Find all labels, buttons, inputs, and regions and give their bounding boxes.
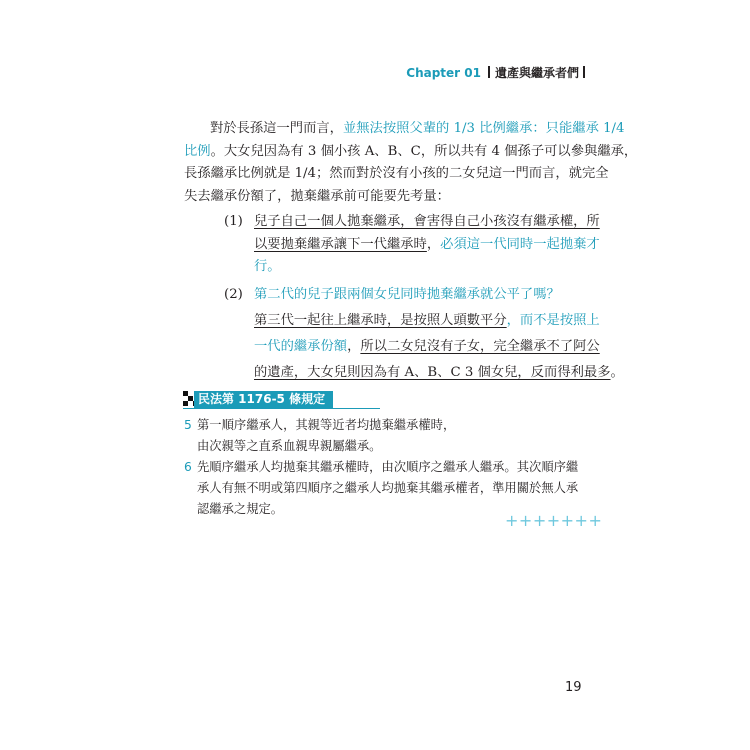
law-line: 承人有無不明或第四順序之繼承人均拋棄其繼承權者，準用關於無人承	[197, 481, 579, 495]
header-divider-end	[583, 66, 585, 78]
text-line: 長孫繼承比例就是 1/4；然而對於沒有小孩的二女兒這一門而言，就完全	[184, 166, 609, 181]
header-divider	[488, 66, 490, 78]
highlight-text: 比例	[184, 143, 211, 159]
underlined-text: 以要拋棄繼承讓下一代繼承時	[254, 236, 427, 252]
law-section-title	[183, 391, 380, 409]
highlight-text: 行。	[254, 259, 281, 274]
law-line: 第一順序繼承人，其親等近者均拋棄繼承權時，	[197, 418, 456, 432]
law-title-label: 民法第 1176-5 條規定	[194, 391, 333, 408]
law-line: 先順序繼承人均拋棄其繼承權時，由次順序之繼承人繼承。其次順序繼	[197, 460, 579, 474]
text-span: ，	[426, 236, 441, 252]
highlight-text: 第二代的兒子跟兩個女兒同時拋棄繼承就公平了嗎？	[254, 286, 560, 302]
underlined-text: 第三代一起往上繼承時，是按照人頭數平分	[254, 312, 507, 328]
highlight-text: 一代的繼承份額	[254, 338, 348, 354]
text-line: 失去繼承份額了，拋棄繼承前可能要先考量：	[184, 188, 450, 204]
law-item	[184, 415, 604, 457]
list-item-2	[224, 282, 624, 386]
text-span: 對於長孫這一門而言，	[210, 121, 343, 136]
pixel-block-icon	[183, 401, 188, 406]
cross-decoration: +++++++	[505, 511, 603, 530]
law-line: 由次親等之直系血親卑親屬繼承。	[197, 439, 382, 453]
law-text	[184, 415, 604, 520]
intro-paragraph	[184, 118, 638, 208]
chapter-header	[0, 64, 585, 81]
chapter-label: Chapter 01	[406, 66, 481, 80]
text-span: ，	[347, 338, 361, 354]
list-item-1	[224, 211, 600, 279]
underlined-text: 所以二女兒沒有子女，完全繼承不了阿公	[360, 338, 600, 354]
chapter-title: 遺產與繼承者們	[494, 66, 579, 80]
underlined-text: 兒子自己一個人拋棄繼承，會害得自己小孩沒有繼承權，所	[254, 214, 600, 229]
text-span: 。大女兒因為有 3 個小孩 A、B、C，所以共有 4 個孫子可以參與繼承，	[210, 143, 638, 159]
law-line: 認繼承之規定。	[197, 502, 284, 516]
item-number: (2)	[224, 286, 243, 302]
page-number: 19	[565, 680, 582, 695]
highlight-text: 必須這一代同時一起拋棄才	[440, 236, 600, 252]
text-span: 。	[610, 364, 624, 380]
law-item-number: 6	[184, 460, 192, 474]
main-text	[184, 118, 638, 386]
highlight-text: ，而不是按照上	[506, 312, 600, 328]
item-number: (1)	[224, 214, 243, 229]
law-item-number: 5	[184, 418, 192, 432]
underlined-text: 的遺產，大女兒則因為有 A、B、C 3 個女兒，反而得利最多	[254, 364, 611, 380]
highlight-text: 並無法按照父輩的 1/3 比例繼承：只能繼承 1/4	[342, 121, 625, 136]
